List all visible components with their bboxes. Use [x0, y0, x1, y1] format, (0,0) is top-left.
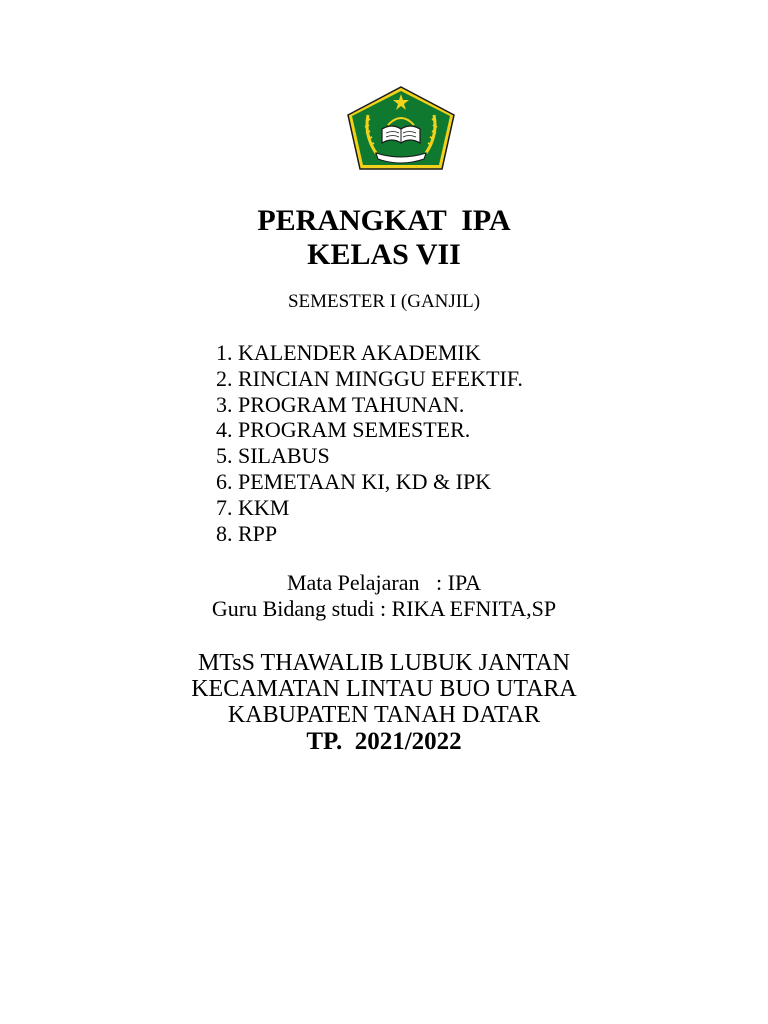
teacher-line: Guru Bidang studi : RIKA EFNITA,SP: [211, 596, 557, 621]
semester-label: SEMESTER I (GANJIL): [287, 291, 481, 312]
kementerian-agama-emblem: [346, 85, 456, 171]
document-subtitle: KELAS VII: [307, 238, 461, 271]
list-item: 1. KALENDER AKADEMIK: [216, 340, 481, 365]
list-item: 6. PEMETAAN KI, KD & IPK: [216, 468, 492, 494]
subject-line: Mata Pelajaran : IPA: [286, 570, 482, 595]
list-item: 5. SILABUS: [216, 443, 330, 469]
school-regency: KABUPATEN TANAH DATAR: [227, 702, 541, 728]
list-item: 2. RINCIAN MINGGU EFEKTIF.: [216, 365, 523, 391]
list-item: 8. RPP: [216, 520, 278, 546]
list-item: 3. PROGRAM TAHUNAN.: [216, 391, 465, 417]
document-title: PERANGKAT IPA: [257, 204, 511, 237]
list-item: 4. PROGRAM SEMESTER.: [216, 417, 471, 443]
contents-list: [216, 340, 523, 546]
academic-year: TP. 2021/2022: [306, 728, 462, 755]
list-item: 7. KKM: [216, 494, 290, 520]
school-district: KECAMATAN LINTAU BUO UTARA: [191, 676, 577, 702]
school-name: MTsS THAWALIB LUBUK JANTAN: [197, 650, 571, 676]
